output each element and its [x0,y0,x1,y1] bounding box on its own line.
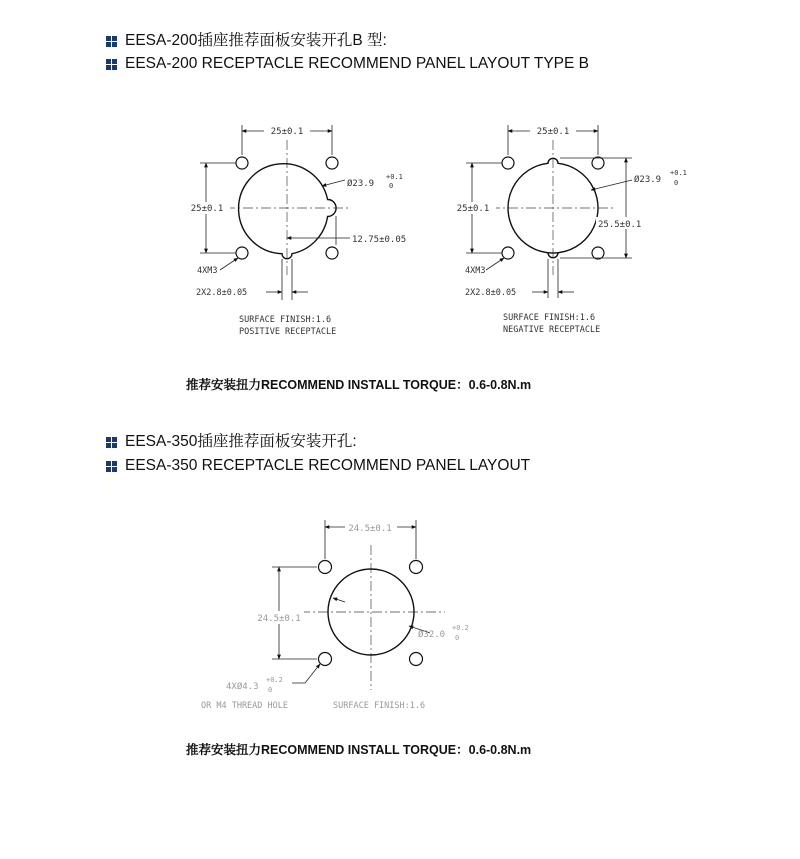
surface-finish-label: SURFACE FINISH:1.6 [503,313,596,323]
surface-finish-label: SURFACE FINISH:1.6 [333,701,426,711]
mount-hole [319,653,332,666]
receptacle-type-label: NEGATIVE RECEPTACLE [503,325,601,335]
diameter-tol-upper: +0.1 [670,169,687,177]
dim-left-label: 25±0.1 [456,204,490,214]
dim-top-label: 24.5±0.1 [348,524,392,534]
section-350-heading-cn-text: EESA-350插座推荐面板安装开孔: [125,433,357,450]
mount-hole [410,561,423,574]
mount-hole [236,247,248,259]
dim-key-offset-label: 12.75±0.05 [352,235,407,245]
mount-hole [502,157,514,169]
diameter-label: Ø23.9 [347,179,375,189]
key-width-label: 2X2.8±0.05 [465,288,517,298]
holes-label: 4XM3 [197,266,218,276]
mount-hole [502,247,514,259]
mount-hole [236,157,248,169]
holes-label: 4XØ4.3 [226,682,259,692]
key-width-label: 2X2.8±0.05 [196,288,248,298]
section-350-heading-en-text: EESA-350 RECEPTACLE RECOMMEND PANEL LAYOUT [125,457,531,474]
dim-top-label: 25±0.1 [536,127,570,137]
dim-left-label: 24.5±0.1 [257,614,301,624]
mount-hole [410,653,423,666]
negative-receptacle-drawing [450,124,687,335]
diameter-tol-upper: +0.1 [386,173,403,181]
dim-left-label: 25±0.1 [190,204,224,214]
section-200-heading-cn-text: EESA-200插座推荐面板安装开孔B 型: [125,32,387,49]
holes-tol-lower: 0 [268,686,273,694]
diameter-tol-lower: 0 [674,179,679,187]
receptacle-type-label: POSITIVE RECEPTACLE [239,327,337,337]
eesa-350-drawing [201,520,469,711]
section-200-torque: 推荐安装扭力RECOMMEND INSTALL TORQUE：0.6-0.8N.m [186,378,532,392]
section-200-heading-en-text: EESA-200 RECEPTACLE RECOMMEND PANEL LAYOUT TYPE B [125,55,589,72]
mount-hole [326,157,338,169]
diameter-label: Ø32.0 [418,630,446,640]
diameter-tol-upper: +0.2 [452,624,469,632]
mount-hole [326,247,338,259]
mount-hole [592,157,604,169]
dim-top-label: 25±0.1 [270,127,304,137]
diameter-tol-lower: 0 [389,182,394,190]
holes-note-label: OR M4 THREAD HOLE [201,701,288,711]
diameter-tol-lower: 0 [455,634,460,642]
positive-receptacle-drawing [184,124,406,337]
dim-right-label: 25.5±0.1 [598,220,642,230]
mount-hole [319,561,332,574]
surface-finish-label: SURFACE FINISH:1.6 [239,315,332,325]
section-350-torque: 推荐安装扭力RECOMMEND INSTALL TORQUE：0.6-0.8N.m [186,743,532,757]
holes-tol-upper: +0.2 [266,676,283,684]
holes-label: 4XM3 [465,266,486,276]
mount-hole [592,247,604,259]
diameter-label: Ø23.9 [634,175,662,185]
